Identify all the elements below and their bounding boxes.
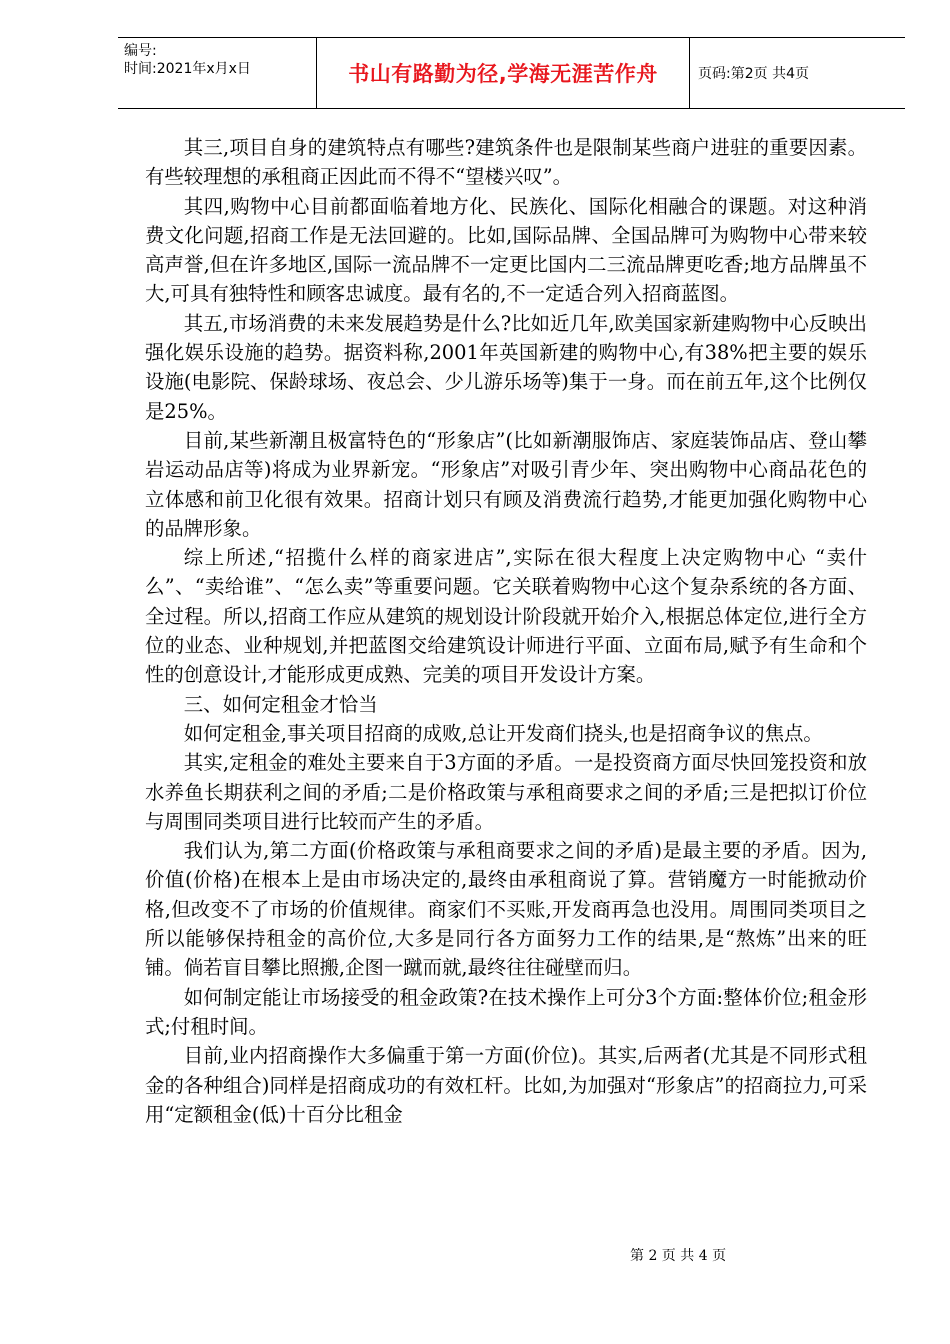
page-header	[118, 37, 905, 109]
document-body	[145, 133, 867, 1129]
paragraph: 其四,购物中心目前都面临着地方化、民族化、国际化相融合的课题。对这种消费文化问题,招商工作是无法回避的。比如,国际品牌、全国品牌可为购物中心带来较高声誉,但在许多地区,国际一流品牌不一定更比国内二三流品牌更吃香;地方品牌虽不大,可具有独特性和顾客忠诚度。最有名的,不一定适合列入招商蓝图。	[145, 194, 867, 306]
section-heading: 三、如何定租金才恰当	[183, 692, 378, 716]
paragraph: 其三,项目自身的建筑特点有哪些?建筑条件也是限制某些商户进驻的重要因素。有些较理想的承租商正因此而不得不“望楼兴叹”。	[145, 136, 867, 189]
document-time-label: 时间:2021年x月x日	[124, 61, 251, 77]
header-page-number: 页码:第2页 共4页	[698, 66, 809, 82]
paragraph: 其实,定租金的难处主要来自于3方面的矛盾。一是投资商方面尽快回笼投资和放水养鱼长期获利之间的矛盾;二是价格政策与承租商要求之间的矛盾;三是把拟订价位与周围同类项目进行比较而产生的矛盾。	[145, 751, 867, 833]
header-motto-cell	[317, 38, 690, 108]
header-meta-cell	[118, 38, 317, 108]
paragraph: 其五,市场消费的未来发展趋势是什么?比如近几年,欧美国家新建购物中心反映出强化娱乐设施的趋势。据资料称,2001年英国新建的购物中心,有38%把主要的娱乐设施(电影院、保龄球场、夜总会、少儿游乐场等)集于一身。而在前五年,这个比例仅是25%。	[145, 311, 867, 423]
header-motto: 书山有路勤为径,学海无涯苦作舟	[348, 62, 658, 86]
page-footer: 第 2 页 共 4 页	[630, 1248, 727, 1264]
paragraph: 我们认为,第二方面(价格政策与承租商要求之间的矛盾)是最主要的矛盾。因为,价值(价格)在根本上是由市场决定的,最终由承租商说了算。营销魔方一时能掀动价格,但改变不了市场的价值规律。商家们不买账,开发商再急也没用。周围同类项目之所以能够保持租金的高价位,大多是同行各方面努力工作的结果,是“熬炼”出来的旺铺。倘若盲目攀比照搬,企图一蹴而就,最终往往碰壁而归。	[145, 839, 867, 980]
paragraph: 目前,业内招商操作大多偏重于第一方面(价位)。其实,后两者(尤其是不同形式租金的各种组合)同样是招商成功的有效杠杆。比如,为加强对“形象店”的招商拉力,可采用“定额租金(低)十百分比租金	[145, 1044, 867, 1126]
paragraph: 综上所述,“招揽什么样的商家进店”,实际在很大程度上决定购物中心 “卖什么”、“卖给谁”、“怎么卖”等重要问题。它关联着购物中心这个复杂系统的各方面、全过程。所以,招商工作应从建筑的规划设计阶段就开始介入,根据总体定位,进行全方位的业态、业种规划,并把蓝图交给建筑设计师进行平面、立面布局,赋予有生命和个性的创意设计,才能形成更成熟、完美的项目开发设计方案。	[145, 546, 867, 687]
paragraph: 如何定租金,事关项目招商的成败,总让开发商们挠头,也是招商争议的焦点。	[183, 721, 823, 745]
header-page-cell	[690, 38, 905, 108]
document-number-label: 编号:	[124, 43, 157, 59]
paragraph: 目前,某些新潮且极富特色的“形象店”(比如新潮服饰店、家庭装饰品店、登山攀岩运动品店等)将成为业界新宠。“形象店”对吸引青少年、突出购物中心商品花色的立体感和前卫化很有效果。招商计划只有顾及消费流行趋势,才能更加强化购物中心的品牌形象。	[145, 428, 867, 540]
paragraph: 如何制定能让市场接受的租金政策?在技术操作上可分3个方面:整体价位;租金形式;付租时间。	[145, 985, 867, 1038]
